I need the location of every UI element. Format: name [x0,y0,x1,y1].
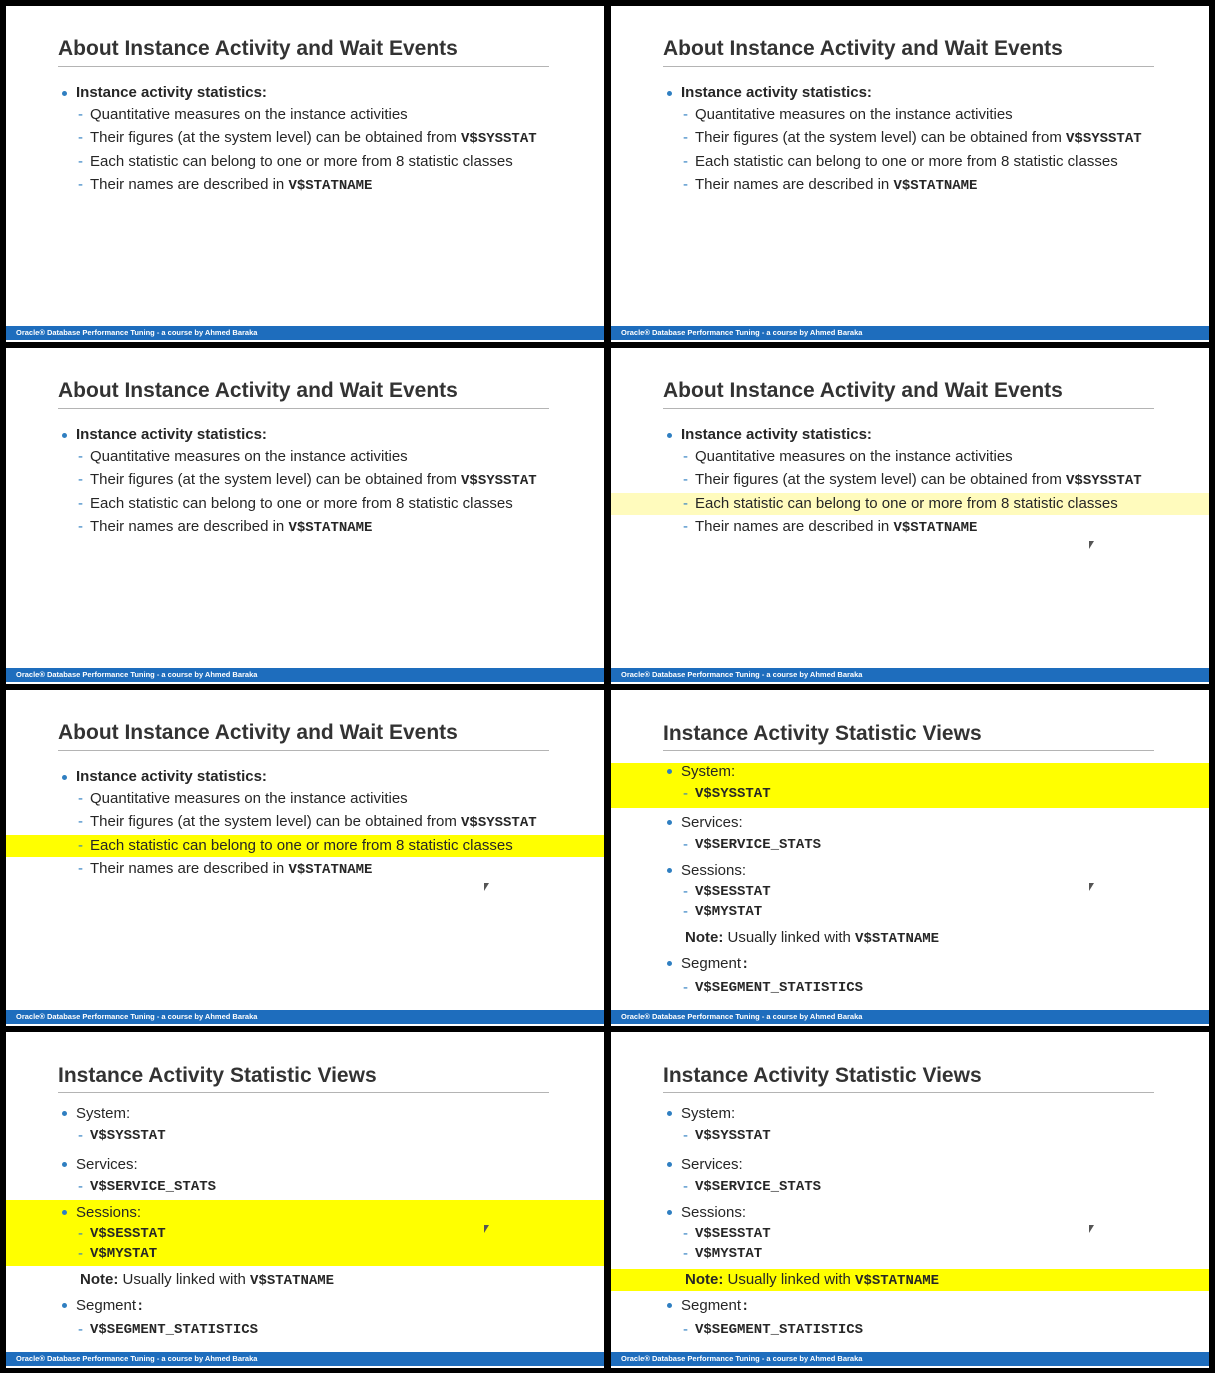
slide-footer: Oracle® Database Performance Tuning - a course by Ahmed Baraka [611,326,1209,340]
dash-icon: - [683,883,688,900]
list-item: Each statistic can belong to one or more from 8 statistic classes [90,153,513,170]
slide-thumbnail-1[interactable] [6,6,604,342]
view-name: V$SYSSTAT [695,1128,771,1144]
dash-icon: - [683,1245,688,1262]
bullet-icon [62,775,67,780]
title-divider [663,750,1154,751]
bullet-icon [667,1162,672,1167]
view-name: V$SERVICE_STATS [695,1179,822,1195]
dash-icon: - [78,153,83,170]
dash-icon: - [683,1321,688,1338]
list-item: Quantitative measures on the instance activities [90,448,408,465]
dash-icon: - [683,471,688,488]
dash-icon: - [78,1225,83,1242]
slide-title: About Instance Activity and Wait Events [663,37,1063,60]
section-heading: Sessions: [681,1204,747,1221]
section-heading: Instance activity statistics: [76,84,267,101]
dash-icon: - [78,1321,83,1338]
section-heading: Segment: [681,955,750,973]
bullet-icon [62,1210,67,1215]
bullet-icon [667,1111,672,1116]
slide-title: About Instance Activity and Wait Events [58,721,458,744]
dash-icon: - [78,1245,83,1262]
dash-icon: - [683,903,688,920]
bullet-icon [667,1210,672,1215]
bullet-icon [667,769,672,774]
slide-thumbnail-6[interactable] [611,690,1209,1026]
slide-footer: Oracle® Database Performance Tuning - a course by Ahmed Baraka [611,1352,1209,1366]
view-name: V$MYSTAT [90,1246,158,1262]
view-name: V$SERVICE_STATS [695,837,822,853]
mouse-cursor-icon [1089,883,1094,891]
title-divider [663,408,1154,409]
section-heading: Instance activity statistics: [76,768,267,785]
section-heading: Instance activity statistics: [681,84,872,101]
slide-footer: Oracle® Database Performance Tuning - a course by Ahmed Baraka [6,1352,604,1366]
dash-icon: - [78,471,83,488]
section-heading: Segment: [76,1297,145,1315]
bullet-icon [667,868,672,873]
slide-footer: Oracle® Database Performance Tuning - a course by Ahmed Baraka [6,326,604,340]
mouse-cursor-icon [484,1225,489,1233]
view-name: V$SESSTAT [695,884,771,900]
list-item: Quantitative measures on the instance activities [695,448,1013,465]
bullet-icon [62,433,67,438]
slide-title: About Instance Activity and Wait Events [58,37,458,60]
bullet-icon [667,1303,672,1308]
title-divider [58,408,549,409]
dash-icon: - [683,1225,688,1242]
dash-icon: - [78,495,83,512]
list-item: Their figures (at the system level) can be obtained from V$SYSSTAT [90,813,537,831]
section-heading: Instance activity statistics: [681,426,872,443]
slide-thumbnail-4[interactable] [611,348,1209,684]
list-item: Each statistic can belong to one or more from 8 statistic classes [90,495,513,512]
dash-icon: - [78,790,83,807]
list-item: Each statistic can belong to one or more from 8 statistic classes [695,153,1118,170]
title-divider [58,66,549,67]
dash-icon: - [78,448,83,465]
section-heading: Services: [76,1156,138,1173]
view-name: V$SESSTAT [90,1226,166,1242]
dash-icon: - [683,448,688,465]
title-divider [663,66,1154,67]
list-item: Their names are described in V$STATNAME [90,176,373,194]
view-name: V$SEGMENT_STATISTICS [695,980,864,996]
list-item: Their figures (at the system level) can be obtained from V$SYSSTAT [90,471,537,489]
section-heading: System: [681,1105,736,1122]
list-item: Their names are described in V$STATNAME [695,518,978,536]
note-text: Note: Usually linked with V$STATNAME [80,1271,335,1289]
view-name: V$SYSSTAT [695,786,771,802]
dash-icon: - [78,837,83,854]
list-item: Each statistic can belong to one or more from 8 statistic classes [90,837,513,854]
list-item: Their names are described in V$STATNAME [90,518,373,536]
slide-thumbnail-8[interactable] [611,1032,1209,1368]
mouse-cursor-icon [1089,541,1094,549]
list-item: Their figures (at the system level) can be obtained from V$SYSSTAT [90,129,537,147]
list-item: Their figures (at the system level) can be obtained from V$SYSSTAT [695,471,1142,489]
mouse-cursor-icon [1089,1225,1094,1233]
list-item: Their names are described in V$STATNAME [90,860,373,878]
view-name: V$MYSTAT [695,904,763,920]
bullet-icon [667,961,672,966]
section-heading: Sessions: [681,862,747,879]
bullet-icon [62,1111,67,1116]
dash-icon: - [78,1178,83,1195]
dash-icon: - [683,495,688,512]
note-text: Note: Usually linked with V$STATNAME [685,929,940,947]
list-item: Their names are described in V$STATNAME [695,176,978,194]
dash-icon: - [78,860,83,877]
view-name: V$MYSTAT [695,1246,763,1262]
slide-thumbnail-7[interactable] [6,1032,604,1368]
title-divider [58,750,549,751]
list-item: Each statistic can belong to one or more from 8 statistic classes [695,495,1118,512]
mouse-cursor-icon [484,883,489,891]
list-item: Quantitative measures on the instance activities [90,106,408,123]
dash-icon: - [683,518,688,535]
dash-icon: - [683,129,688,146]
dash-icon: - [683,1127,688,1144]
view-name: V$SEGMENT_STATISTICS [695,1322,864,1338]
slide-title: About Instance Activity and Wait Events [58,379,458,402]
dash-icon: - [78,106,83,123]
slide-title: Instance Activity Statistic Views [58,1064,377,1087]
slide-title: Instance Activity Statistic Views [663,722,982,745]
bullet-icon [667,820,672,825]
note-text: Note: Usually linked with V$STATNAME [685,1271,940,1289]
slide-footer: Oracle® Database Performance Tuning - a course by Ahmed Baraka [611,1010,1209,1024]
bullet-icon [667,91,672,96]
section-heading: Services: [681,814,743,831]
dash-icon: - [683,785,688,802]
dash-icon: - [78,813,83,830]
section-heading: Services: [681,1156,743,1173]
section-heading: System: [681,763,736,780]
view-name: V$SEGMENT_STATISTICS [90,1322,259,1338]
view-name: V$SESSTAT [695,1226,771,1242]
bullet-icon [62,91,67,96]
dash-icon: - [683,153,688,170]
dash-icon: - [683,1178,688,1195]
section-heading: Segment: [681,1297,750,1315]
dash-icon: - [78,1127,83,1144]
title-divider [58,1092,549,1093]
list-item: Quantitative measures on the instance activities [90,790,408,807]
slide-title: About Instance Activity and Wait Events [663,379,1063,402]
dash-icon: - [78,129,83,146]
dash-icon: - [683,836,688,853]
slide-thumbnail-3[interactable] [6,348,604,684]
dash-icon: - [78,518,83,535]
bullet-icon [62,1303,67,1308]
slide-thumbnail-5[interactable] [6,690,604,1026]
list-item: Quantitative measures on the instance activities [695,106,1013,123]
slide-footer: Oracle® Database Performance Tuning - a course by Ahmed Baraka [6,1010,604,1024]
dash-icon: - [683,176,688,193]
dash-icon: - [78,176,83,193]
section-heading: Instance activity statistics: [76,426,267,443]
dash-icon: - [683,979,688,996]
slide-thumbnail-2[interactable] [611,6,1209,342]
slide-title: Instance Activity Statistic Views [663,1064,982,1087]
section-heading: Sessions: [76,1204,142,1221]
list-item: Their figures (at the system level) can be obtained from V$SYSSTAT [695,129,1142,147]
view-name: V$SERVICE_STATS [90,1179,217,1195]
slide-footer: Oracle® Database Performance Tuning - a course by Ahmed Baraka [6,668,604,682]
bullet-icon [62,1162,67,1167]
bullet-icon [667,433,672,438]
view-name: V$SYSSTAT [90,1128,166,1144]
section-heading: System: [76,1105,131,1122]
slide-footer: Oracle® Database Performance Tuning - a course by Ahmed Baraka [611,668,1209,682]
title-divider [663,1092,1154,1093]
dash-icon: - [683,106,688,123]
